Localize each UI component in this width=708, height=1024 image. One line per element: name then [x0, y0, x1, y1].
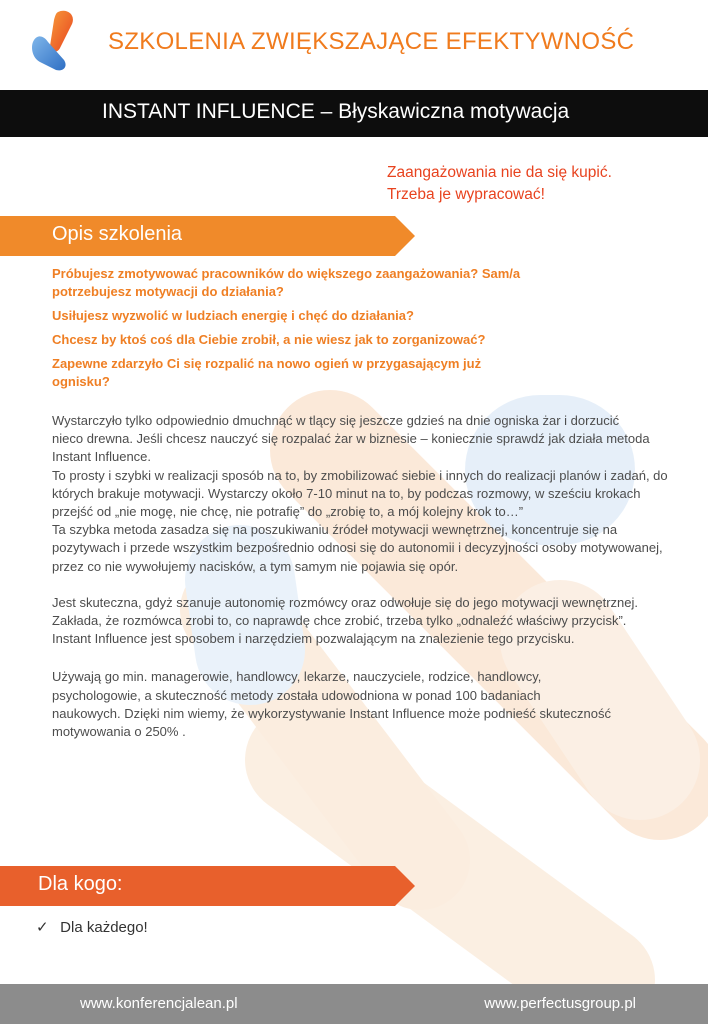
footer-link-konferencjalean[interactable]: www.konferencjalean.pl — [80, 995, 238, 1012]
audience-item-label: Dla każdego! — [60, 919, 148, 936]
company-logo — [30, 10, 80, 72]
body-paragraph: To prosty i szybki w realizacji sposób na to, by zmobilizować siebie i innych do realizacji planów i zadań, do których brakuje motywacji. Wystarczy około 7-10 minut na to, by podczas rozmowy, w sześciu krokach przejść od „nie mogę, nie chcę, nie potrafię” do „zrobię to, a mój kolejny krok to…” — [52, 467, 668, 520]
checkmark-icon: ✓ — [36, 919, 49, 936]
section-heading-description: Opis szkolenia — [52, 223, 183, 245]
section-heading-audience: Dla kogo: — [38, 873, 123, 895]
footer-link-perfectusgroup[interactable]: www.perfectusgroup.pl — [484, 995, 636, 1012]
section-bar-description — [0, 216, 415, 256]
footer-bar — [0, 984, 708, 1024]
question-item: Usiłujesz wyzwolić w ludziach energię i chęć do działania? — [52, 308, 414, 323]
body-paragraph: Używają go min. managerowie, handlowcy, lekarze, nauczyciele, rodzice, handlowcy, psychologowie, a skuteczność metody została udowodniona w ponad 100 badaniach naukowych. Dzięki nim wiemy, że wykorzystywanie Instant Influence może podnieść skuteczność motywowania o 250% . — [52, 669, 611, 740]
course-title-bar — [0, 90, 708, 137]
quote — [387, 162, 612, 206]
body-paragraph: Ta szybka metoda zasadza się na poszukiwaniu źródeł motywacji wewnętrznej, koncentruje się na pozytywach i przede wszystkim bezpośrednio odnosi się do autonomii i decyzyjności osoby motywowanej, przez co nie wywołujemy nacisków, a tym samym nie pojawia się opór. — [52, 522, 663, 574]
question-list — [52, 265, 672, 397]
course-title: INSTANT INFLUENCE – Błyskawiczna motywacja — [102, 100, 570, 123]
question-item: Próbujesz zmotywować pracowników do większego zaangażowania? Sam/a potrzebujesz motywacji do działania? — [52, 266, 521, 299]
audience-item — [36, 918, 148, 936]
body-paragraph: Wystarczyło tylko odpowiednio dmuchnąć w tlący się jeszcze gdzieś na dnie ogniska żar i dorzucić nieco drewna. Jeśli chcesz nauczyć się rozpalać żar w biznesie – koniecznie sprawdź jak działa metoda Instant Influence. — [52, 413, 650, 465]
quote-line-2: Trzeba je wypracować! — [387, 186, 545, 203]
description-body — [52, 412, 672, 741]
quote-line-1: Zaangażowania nie da się kupić. — [387, 164, 612, 181]
header-title: SZKOLENIA ZWIĘKSZAJĄCE EFEKTYWNOŚĆ — [108, 28, 635, 55]
body-paragraph: Jest skuteczna, gdyż szanuje autonomię rozmówcy oraz odwołuje się do jego motywacji wewnętrznej. Zakłada, że rozmówca zrobi to, co naprawdę chce zrobić, trzeba tylko „odnaleźć właściwy przycisk”. Instant Influence jest sposobem i narzędziem pozwalającym na znalezienie tego przycisku. — [52, 594, 639, 647]
question-item: Chcesz by ktoś coś dla Ciebie zrobił, a nie wiesz jak to zorganizować? — [52, 332, 486, 347]
section-bar-audience — [0, 866, 415, 906]
question-item: Zapewne zdarzyło Ci się rozpalić na nowo ogień w przygasającym już ognisku? — [52, 356, 482, 389]
